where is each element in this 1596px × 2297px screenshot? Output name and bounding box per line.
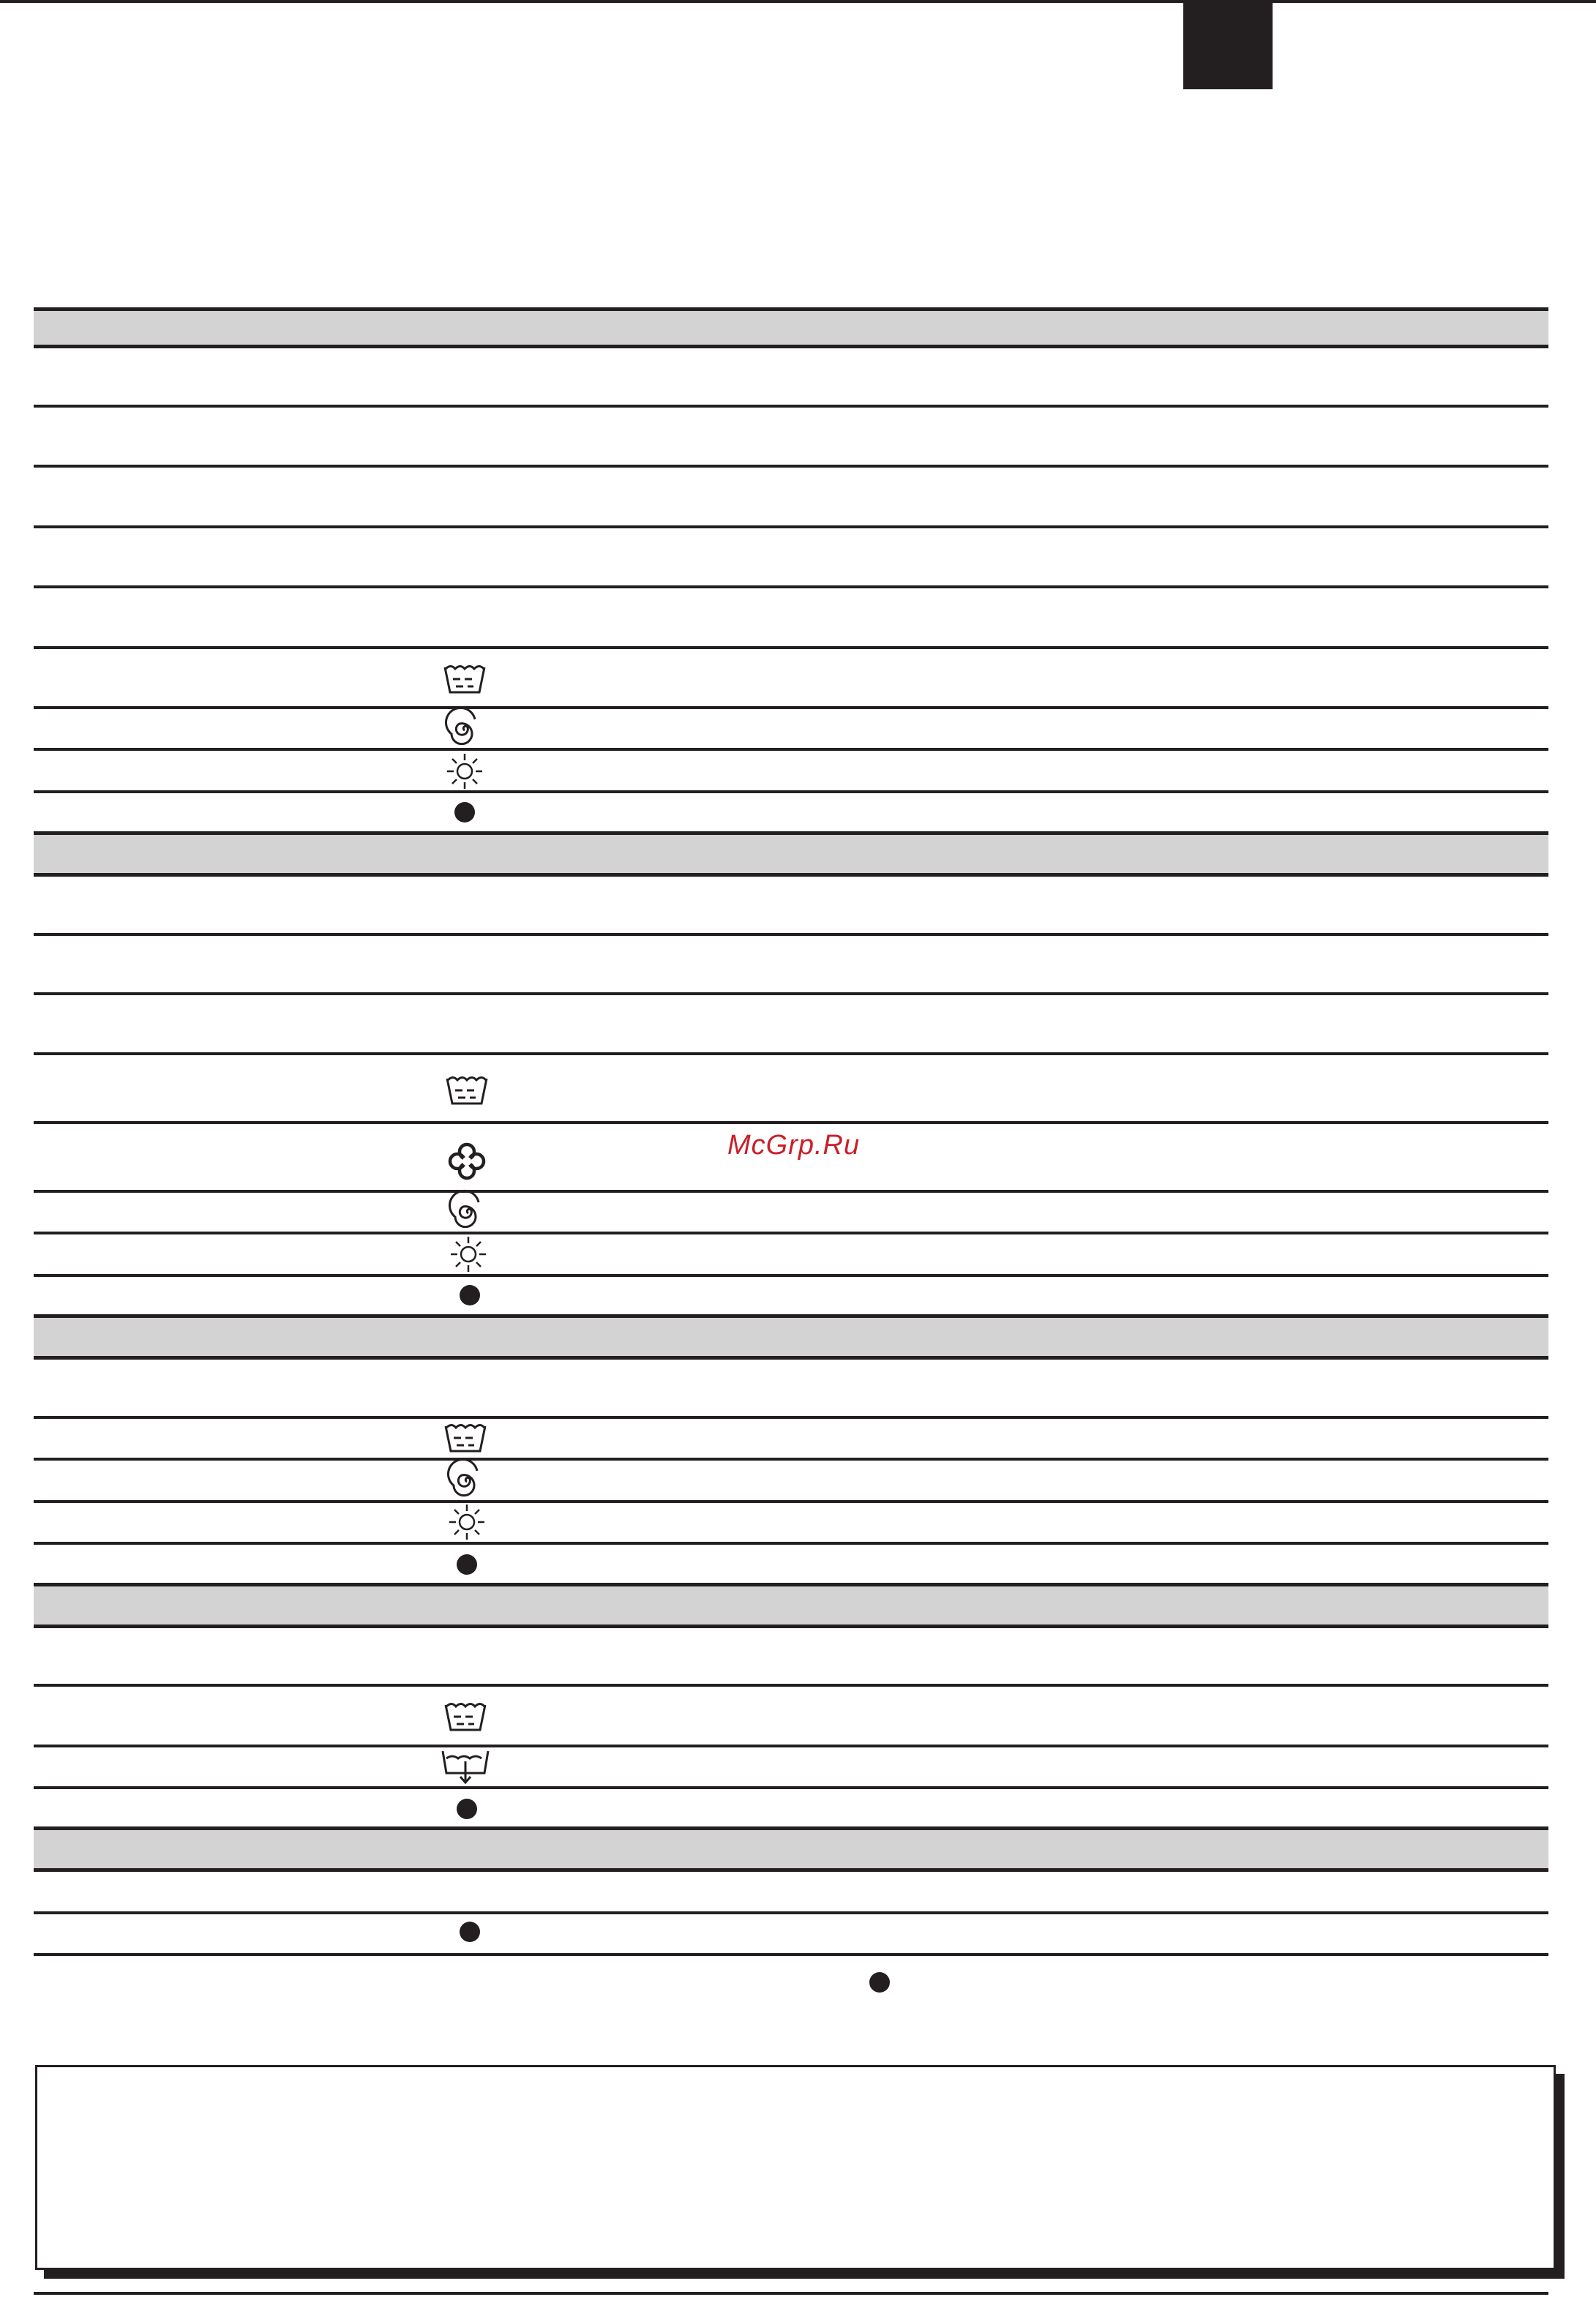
table-row-rule <box>34 1500 1548 1503</box>
washing-tub-icon <box>442 1417 489 1458</box>
table-row-rule <box>34 992 1548 995</box>
table-row-rule <box>34 585 1548 588</box>
table-row-rule <box>34 1416 1548 1419</box>
bottom-rule <box>34 2292 1548 2295</box>
dot-icon <box>856 1962 903 2003</box>
table-row-rule <box>34 1458 1548 1461</box>
dot-icon <box>443 1544 490 1585</box>
table-row-rule <box>34 405 1548 408</box>
drying-sun-icon <box>445 1234 492 1275</box>
note-box <box>35 2065 1556 2270</box>
drying-sun-icon <box>443 1502 490 1543</box>
drain-tub-icon <box>442 1746 489 1787</box>
washing-tub-icon <box>442 1696 489 1737</box>
section-header-band-2 <box>34 831 1548 877</box>
table-row-rule <box>34 1745 1548 1747</box>
table-row-rule <box>34 1911 1548 1914</box>
spin-spiral-icon <box>445 1191 492 1232</box>
section-header-band-5 <box>34 1826 1548 1872</box>
table-row-rule <box>34 1190 1548 1193</box>
fabric-softener-flower-icon <box>443 1141 490 1182</box>
section-header-band-4 <box>34 1583 1548 1628</box>
washing-tub-icon <box>443 1070 490 1111</box>
drying-sun-icon <box>441 751 488 792</box>
table-row-rule <box>34 465 1548 468</box>
dot-icon <box>446 1911 493 1952</box>
spin-spiral-icon <box>441 708 488 749</box>
table-row-rule <box>34 1953 1548 1956</box>
table-row-rule <box>34 933 1548 936</box>
table-row-rule <box>34 790 1548 793</box>
section-header-band-3 <box>34 1314 1548 1360</box>
table-row-rule <box>34 1052 1548 1055</box>
table-row-rule <box>34 1684 1548 1687</box>
washing-tub-icon <box>441 659 488 700</box>
table-row-rule <box>34 748 1548 751</box>
dot-icon <box>443 1788 490 1829</box>
dot-icon <box>441 792 488 833</box>
dot-icon <box>446 1275 493 1316</box>
section-header-band-1 <box>34 307 1548 348</box>
table-row-rule <box>34 1542 1548 1545</box>
table-row-rule <box>34 1121 1548 1124</box>
table-row-rule <box>34 706 1548 709</box>
table-row-rule <box>34 1274 1548 1277</box>
table-row-rule <box>34 525 1548 528</box>
spin-spiral-icon <box>443 1460 490 1501</box>
watermark-text: McGrp.Ru <box>727 1130 861 1161</box>
top-rule <box>0 0 1596 3</box>
table-row-rule <box>34 646 1548 649</box>
table-row-rule <box>34 1232 1548 1234</box>
table-row-rule <box>34 1786 1548 1789</box>
black-page-tab <box>1183 0 1273 89</box>
